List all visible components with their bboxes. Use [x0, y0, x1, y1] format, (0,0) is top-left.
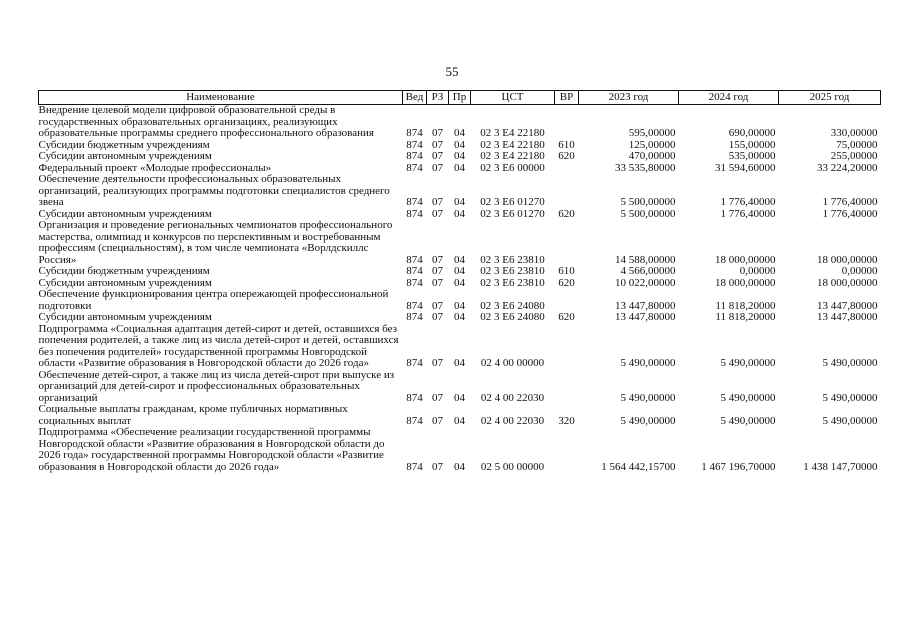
cell-name: Организация и проведение региональных чемпионатов профессионального мастерства, олимпиад и конкурсов по перспективным и востребованным профессиям (специальностям), в том числе чемпионата «Ворлдскиллс Россия»	[38, 219, 393, 266]
cell-ved: 874	[406, 391, 423, 404]
cell-y2025: 18 000,00000	[817, 276, 878, 289]
cell-pr: 04	[454, 127, 465, 139]
cell-ved: 874	[406, 460, 423, 473]
cell-y2025: 1 438 147,70000	[803, 460, 878, 473]
cell-name: Субсидии бюджетным учреждениям	[38, 265, 210, 277]
cell-y2025: 5 490,00000	[822, 414, 878, 427]
cell-ved: 874	[406, 265, 423, 277]
cell-y2025: 255,00000	[830, 150, 878, 162]
cell-y2023: 5 490,00000	[620, 414, 676, 427]
cell-y2024: 690,00000	[728, 127, 776, 139]
cell-cst: 02 4 00 22030	[480, 391, 545, 404]
cell-cst: 02 3 Е6 01270	[480, 207, 545, 220]
cell-pr: 04	[454, 265, 465, 277]
cell-name: Субсидии бюджетным учреждениям	[38, 138, 210, 151]
cell-vr	[555, 370, 579, 405]
cell-pr: 04	[454, 161, 465, 174]
cell-cst: 02 3 Е6 23810	[480, 276, 545, 289]
cell-vr: 620	[558, 207, 575, 220]
cell-vr	[555, 427, 579, 473]
cell-y2024: 5 490,00000	[720, 414, 776, 427]
table-row	[39, 404, 881, 427]
cell-name: Субсидии автономным учреждениям	[38, 207, 212, 220]
cell-rz: 07	[432, 265, 443, 277]
cell-cst: 02 3 Е6 24080	[480, 311, 545, 323]
cell-vr	[555, 163, 579, 175]
cell-y2024: 11 818,20000	[715, 311, 776, 323]
cell-y2023: 33 535,80000	[615, 161, 676, 174]
cell-y2025: 33 224,20000	[817, 161, 878, 174]
cell-y2024: 535,00000	[728, 150, 776, 162]
cell-name: Подпрограмма «Обеспечение реализации государственной программы Новгородской области «Развитие образования в Новгородской области до 2026 года» государственной программы Новгородской области «Развитие образования в Новгородской области до 2026 года»	[38, 426, 385, 473]
cell-rz: 07	[432, 299, 443, 312]
table-row	[39, 370, 881, 405]
cell-y2024: 1 776,40000	[720, 196, 776, 208]
column-header-2023: 2023 год	[579, 91, 679, 105]
cell-y2024: 155,00000	[728, 138, 776, 151]
cell-rz: 07	[432, 460, 443, 473]
table-row	[39, 174, 881, 209]
cell-rz: 07	[432, 391, 443, 404]
cell-ved: 874	[406, 196, 423, 208]
cell-pr: 04	[454, 391, 465, 404]
column-header-ved: Вед	[403, 91, 427, 105]
cell-vr	[555, 324, 579, 370]
cell-pr: 04	[454, 460, 465, 473]
cell-pr: 04	[454, 276, 465, 289]
table-row	[39, 312, 881, 324]
cell-vr: 610	[558, 138, 575, 151]
column-header-pr: Пр	[449, 91, 471, 105]
column-header-rz: РЗ	[427, 91, 449, 105]
cell-cst: 02 3 Е4 22180	[480, 127, 545, 139]
cell-name: Обеспечение функционирования центра опережающей профессиональной подготовки	[38, 288, 389, 312]
cell-ved: 874	[406, 138, 423, 151]
cell-ved: 874	[406, 276, 423, 289]
cell-y2024: 5 490,00000	[720, 391, 776, 404]
cell-y2025: 0,00000	[841, 265, 878, 277]
cell-y2024: 1 467 196,70000	[701, 460, 776, 473]
cell-rz: 07	[432, 138, 443, 151]
cell-pr: 04	[454, 253, 465, 266]
column-header-2025: 2025 год	[779, 91, 881, 105]
cell-y2025: 5 490,00000	[822, 357, 878, 369]
cell-name: Внедрение целевой модели цифровой образовательной среды в государственных образовательных организациях, реализующих образовательные программы среднего профессионального образования	[38, 104, 374, 139]
cell-y2024: 18 000,00000	[715, 253, 776, 266]
cell-cst: 02 3 Е6 24080	[480, 299, 545, 312]
budget-table	[38, 90, 881, 473]
cell-vr	[555, 289, 579, 312]
cell-ved: 874	[406, 253, 423, 266]
cell-y2023: 10 022,00000	[615, 276, 676, 289]
cell-ved: 874	[406, 161, 423, 174]
cell-rz: 07	[432, 150, 443, 162]
cell-y2023: 4 566,00000	[620, 265, 676, 277]
cell-y2025: 13 447,80000	[817, 299, 878, 312]
cell-pr: 04	[454, 311, 465, 323]
cell-y2023: 5 500,00000	[620, 196, 676, 208]
cell-y2023: 470,00000	[628, 150, 676, 162]
cell-y2025: 13 447,80000	[817, 311, 878, 323]
cell-cst: 02 5 00 00000	[480, 460, 545, 473]
cell-y2025: 75,00000	[836, 138, 878, 151]
cell-y2023: 125,00000	[628, 138, 676, 151]
cell-pr: 04	[454, 207, 465, 220]
cell-vr: 620	[558, 311, 575, 323]
cell-name: Социальные выплаты гражданам, кроме публичных нормативных социальных выплат	[38, 403, 348, 427]
cell-y2025: 1 776,40000	[822, 196, 878, 208]
table-row	[39, 220, 881, 266]
cell-y2024: 11 818,20000	[715, 299, 776, 312]
cell-rz: 07	[432, 357, 443, 369]
cell-y2025: 18 000,00000	[817, 253, 878, 266]
table-row	[39, 324, 881, 370]
cell-y2023: 595,00000	[628, 127, 676, 139]
column-header-vr: ВР	[555, 91, 579, 105]
cell-y2024: 18 000,00000	[715, 276, 776, 289]
cell-rz: 07	[432, 207, 443, 220]
cell-y2024: 31 594,60000	[715, 161, 776, 174]
cell-y2025: 1 776,40000	[822, 207, 878, 220]
cell-rz: 07	[432, 253, 443, 266]
cell-y2023: 1 564 442,15700	[601, 460, 676, 473]
cell-cst: 02 3 Е6 23810	[480, 253, 545, 266]
cell-name: Федеральный проект «Молодые профессионалы»	[38, 161, 272, 174]
cell-rz: 07	[432, 127, 443, 139]
cell-name: Субсидии автономным учреждениям	[38, 150, 212, 162]
cell-y2023: 5 500,00000	[620, 207, 676, 220]
cell-y2023: 13 447,80000	[615, 299, 676, 312]
cell-pr: 04	[454, 196, 465, 208]
cell-name: Субсидии автономным учреждениям	[38, 276, 212, 289]
cell-ved: 874	[406, 414, 423, 427]
cell-y2023: 13 447,80000	[615, 311, 676, 323]
table-row	[39, 151, 881, 163]
cell-y2025: 330,00000	[830, 127, 878, 139]
cell-y2023: 14 588,00000	[615, 253, 676, 266]
cell-pr: 04	[454, 414, 465, 427]
cell-cst: 02 4 00 22030	[480, 414, 545, 427]
cell-rz: 07	[432, 161, 443, 174]
cell-y2025: 5 490,00000	[822, 391, 878, 404]
cell-vr	[555, 174, 579, 209]
table-body	[39, 105, 881, 474]
cell-ved: 874	[406, 150, 423, 162]
cell-rz: 07	[432, 276, 443, 289]
cell-ved: 874	[406, 357, 423, 369]
cell-ved: 874	[406, 311, 423, 323]
cell-rz: 07	[432, 196, 443, 208]
cell-y2023: 5 490,00000	[620, 391, 676, 404]
cell-pr: 04	[454, 299, 465, 312]
cell-pr: 04	[454, 138, 465, 151]
cell-name: Подпрограмма «Социальная адаптация детей-сирот и детей, оставшихся без попечения родителей, а также лиц из числа детей-сирот и детей, оставшихся без попечения родителей» государственной программы Новгородской области «Развитие образования в Новгородской области до 2026 года»	[38, 322, 399, 369]
cell-vr: 320	[558, 414, 575, 427]
cell-cst: 02 3 Е6 23810	[480, 265, 545, 277]
column-header-cst: ЦСТ	[471, 91, 555, 105]
cell-ved: 874	[406, 207, 423, 220]
page-number: 55	[445, 64, 459, 79]
table-row	[39, 427, 881, 473]
cell-name: Субсидии автономным учреждениям	[38, 311, 212, 323]
cell-cst: 02 3 Е4 22180	[480, 138, 545, 151]
cell-name: Обеспечение деятельности профессиональных образовательных организаций, реализующих программы подготовки специалистов среднего звена	[38, 173, 390, 208]
cell-y2023: 5 490,00000	[620, 357, 676, 369]
table-row	[39, 105, 881, 140]
column-header-2024: 2024 год	[679, 91, 779, 105]
cell-vr: 610	[558, 265, 575, 277]
cell-cst: 02 3 Е4 22180	[480, 150, 545, 162]
cell-vr	[555, 220, 579, 266]
cell-pr: 04	[454, 150, 465, 162]
cell-y2024: 0,00000	[739, 265, 776, 277]
cell-y2024: 1 776,40000	[720, 207, 776, 220]
cell-name: Обеспечение детей-сирот, а также лиц из числа детей-сирот при выпуске из организаций для детей-сирот и профессиональных образовательных организаций	[38, 368, 395, 404]
cell-pr: 04	[454, 357, 465, 369]
table-row	[39, 289, 881, 312]
column-header-name: Наименование	[39, 91, 403, 105]
cell-rz: 07	[432, 311, 443, 323]
cell-cst: 02 3 Е6 01270	[480, 196, 545, 208]
cell-ved: 874	[406, 299, 423, 312]
cell-vr: 620	[558, 150, 575, 162]
cell-vr: 620	[558, 276, 575, 289]
table-header-row	[39, 91, 881, 105]
table-row	[39, 266, 881, 278]
cell-rz: 07	[432, 414, 443, 427]
cell-y2024: 5 490,00000	[720, 357, 776, 369]
cell-cst: 02 3 Е6 00000	[480, 161, 545, 174]
cell-ved: 874	[406, 127, 423, 139]
cell-cst: 02 4 00 00000	[480, 357, 545, 369]
cell-vr	[555, 105, 579, 140]
